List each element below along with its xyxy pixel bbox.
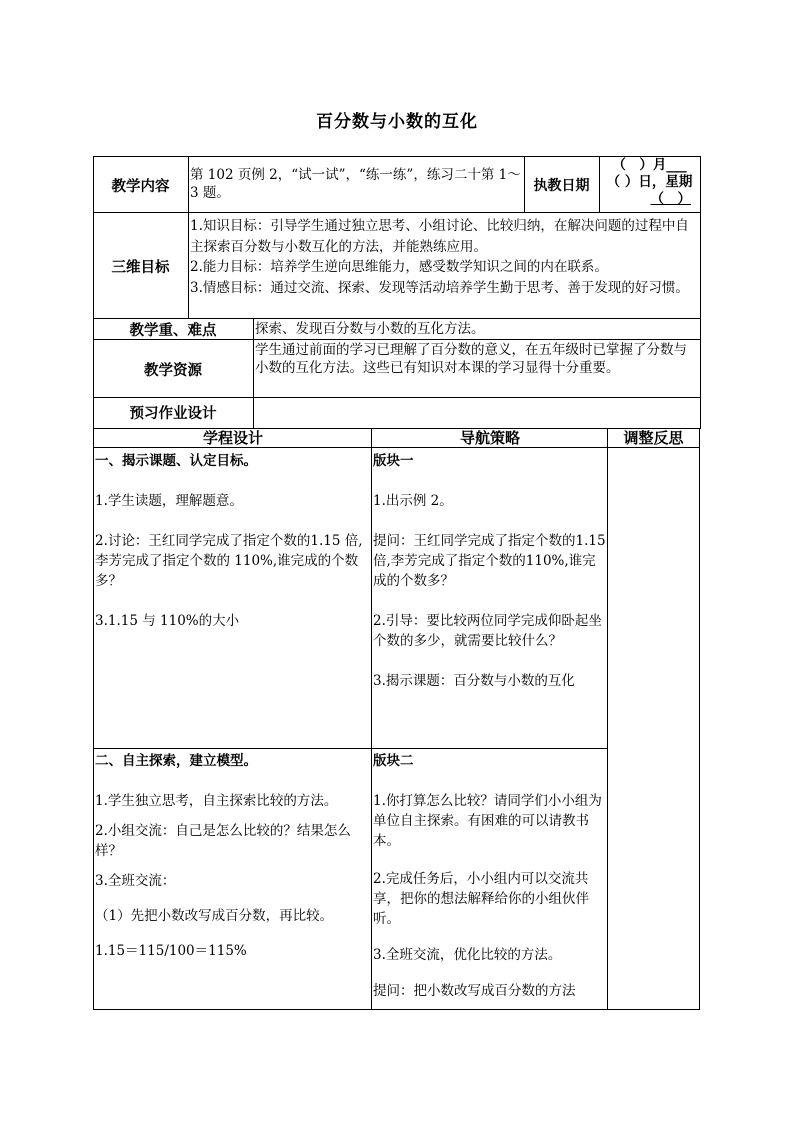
content-text: 第 102 页例 2，“试一试”，“练一练”，练习二十第 1～3 题。 (190, 167, 521, 201)
study-item: 1.学生独立思考，自主探索比较的方法。 (95, 793, 338, 809)
guide-block-2 (373, 751, 607, 1001)
plan-table (93, 428, 700, 1010)
guide-item: 2.引导：要比较两位同学完成仰卧起坐个数的多少，就需要比较什么？ (373, 613, 602, 649)
date-month: （ ）月___ (612, 157, 687, 173)
study-section-title: 二、自主探索，建立模型。 (95, 753, 257, 769)
guide-item: 3.全班交流，优化比较的方法。 (373, 947, 562, 963)
guide-block-1 (373, 451, 607, 691)
goal-ability: 2.能力目标：培养学生逆向思维能力，感受数学知识之间的内在联系。 (190, 259, 608, 275)
study-item: 1.学生读题，理解题意。 (95, 493, 243, 509)
header-study: 学程设计 (94, 429, 372, 448)
goal-knowledge: 1.知识目标：引导学生通过独立思考、小组讨论、比较归纳，在解决问题的过程中自主探索百分数与小数互化的方法，并能熟练应用。 (190, 218, 689, 255)
study-item: 3.1.15 与 110%的大小 (95, 613, 240, 629)
goal-emotion: 3.情感目标：通过交流、探索、发现等活动培养学生勤于思考、善于发现的好习惯。 (190, 279, 689, 296)
guide-item: 提问：王红同学完成了指定个数的1.15 倍,李芳完成了指定个数的110%,谁完成的个数多？ (373, 533, 606, 589)
study-block-1 (95, 451, 369, 631)
content-label: 教学内容 (111, 178, 170, 195)
date-day-week: （ ）日，星期 (606, 174, 693, 190)
homework-label: 预习作业设计 (129, 405, 217, 422)
study-item: 2.小组交流：自己是怎么比较的？结果怎么样？ (95, 823, 351, 859)
study-item: 1.15＝115/100＝115% (95, 943, 247, 959)
goals-list (190, 216, 698, 298)
guide-item: 1.出示例 2。 (373, 493, 453, 509)
key-label: 教学重、难点 (129, 322, 217, 339)
study-item: （1）先把小数改写成百分数，再比较。 (95, 908, 334, 924)
date-weekday: （ ） (650, 191, 691, 207)
guide-item: 3.揭示课题：百分数与小数的互化 (373, 673, 575, 689)
page-title: 百分数与小数的互化 (316, 112, 478, 132)
header-reflect: 调整反思 (608, 429, 699, 448)
guide-item: 2.完成任务后，小小组内可以交流共享，把你的想法解释给你的小组伙伴听。 (373, 871, 589, 927)
study-block-2 (95, 751, 369, 961)
guide-section-title: 版块一 (373, 453, 414, 469)
key-text: 探索、发现百分数与小数的互化方法。 (255, 321, 485, 337)
resource-text: 学生通过前面的学习已理解了百分数的意义，在五年级时已掌握了分数与小数的互化方法。这些已有知识对本课的学习显得十分重要。 (255, 342, 687, 376)
date-label: 执教日期 (533, 178, 590, 194)
header-guide: 导航策略 (372, 429, 608, 448)
study-item: 3.全班交流： (95, 873, 176, 889)
guide-section-title: 版块二 (373, 753, 414, 769)
study-section-title: 一、揭示课题、认定目标。 (95, 453, 257, 469)
guide-item: 提问：把小数改写成百分数的方法 (373, 983, 576, 999)
goals-label: 三维目标 (111, 259, 170, 276)
guide-item: 1.你打算怎么比较？请同学们小小组为单位自主探索。有困难的可以请教书本。 (373, 793, 602, 849)
study-item: 2.讨论：王红同学完成了指定个数的1.15 倍,李芳完成了指定个数的 110%,谁完成的个数多？ (95, 533, 363, 589)
info-grid (93, 156, 700, 428)
date-field (600, 157, 699, 208)
resource-label: 教学资源 (144, 362, 202, 379)
